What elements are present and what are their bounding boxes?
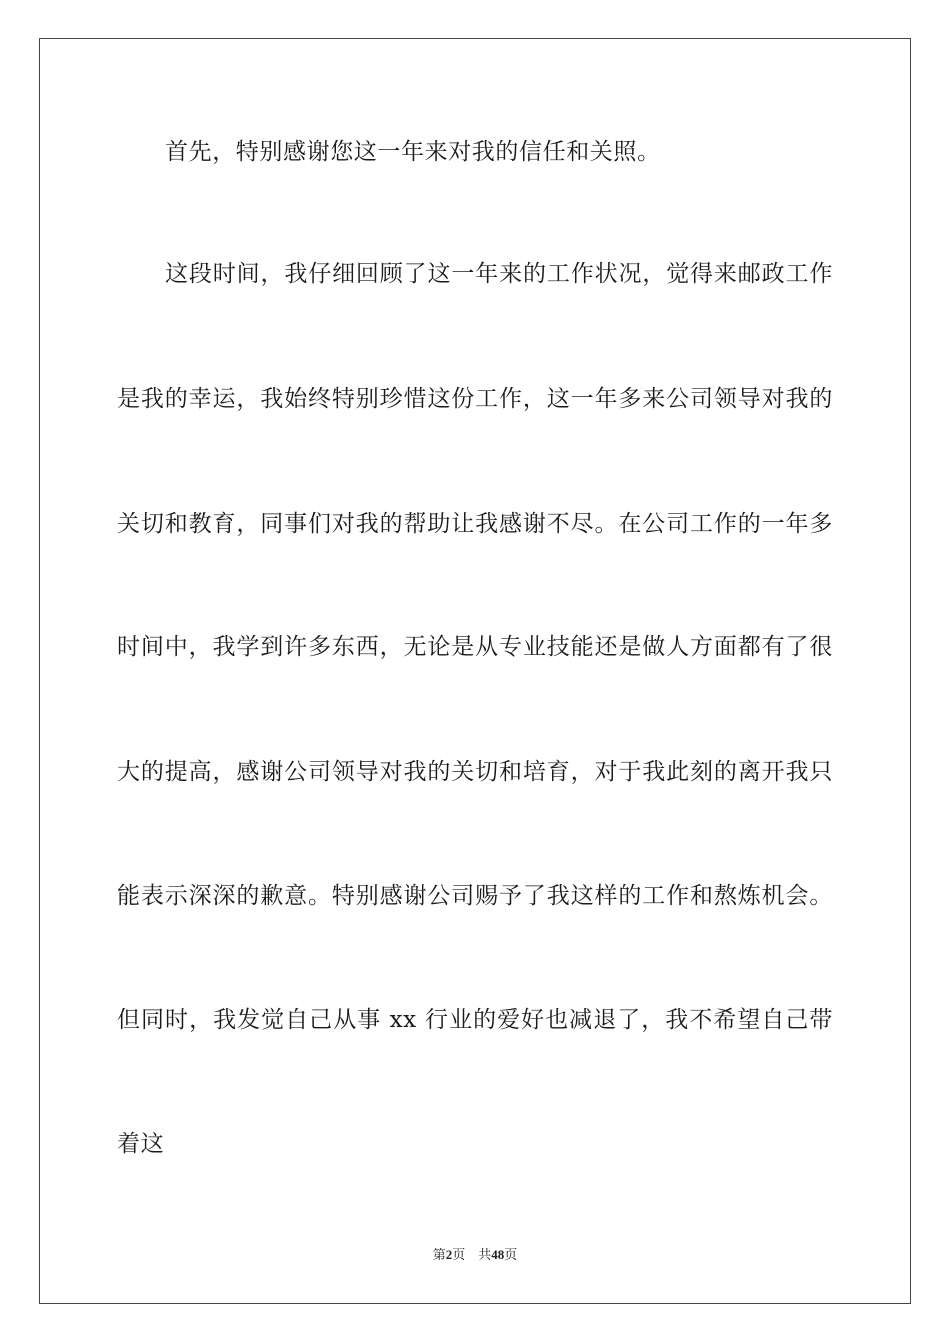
- paragraph-2-line-7: 但同时，我发觉自己从事 xx 行业的爱好也减退了，我不希望自己带: [117, 1007, 833, 1033]
- page-footer: [0, 1247, 950, 1263]
- paragraph-2-line-8: 着这: [117, 1131, 165, 1157]
- paragraph-2-line-3: 关切和教育，同事们对我的帮助让我感谢不尽。在公司工作的一年多: [117, 511, 833, 537]
- paragraph-2-line-1: 这段时间，我仔细回顾了这一年来的工作状况，觉得来邮政工作: [165, 261, 833, 287]
- paragraph-1-line-1: 首先，特别感谢您这一年来对我的信任和关照。: [165, 139, 661, 165]
- total-page-count: 48: [491, 1247, 505, 1262]
- current-page-number: 2: [445, 1247, 453, 1262]
- page-border: [39, 38, 911, 1304]
- paragraph-2-line-6: 能表示深深的歉意。特别感谢公司赐予了我这样的工作和熬炼机会。: [117, 883, 833, 909]
- footer-middle: 页 共: [452, 1247, 492, 1262]
- paragraph-2-line-5: 大的提高，感谢公司领导对我的关切和培育，对于我此刻的离开我只: [117, 759, 833, 785]
- footer-suffix: 页: [504, 1247, 518, 1262]
- footer-prefix: 第: [432, 1247, 446, 1262]
- paragraph-2-line-4: 时间中，我学到许多东西，无论是从专业技能还是做人方面都有了很: [117, 634, 833, 660]
- paragraph-2-line-2: 是我的幸运，我始终特别珍惜这份工作，这一年多来公司领导对我的: [117, 386, 833, 412]
